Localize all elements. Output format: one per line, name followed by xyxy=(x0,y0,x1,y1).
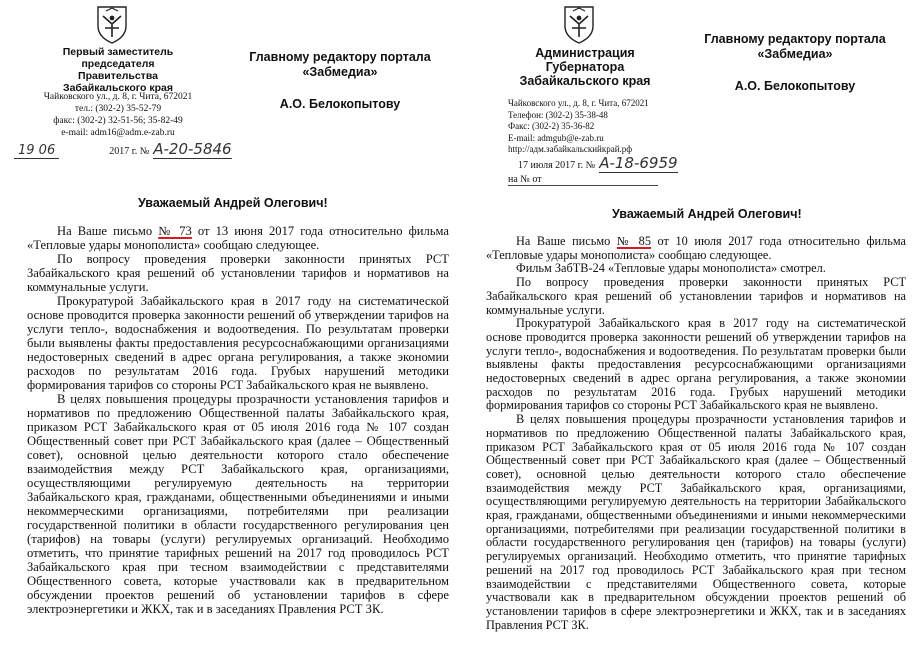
email: e-mail: adm16@adm.e-zab.ru xyxy=(61,128,175,138)
number-handwritten: А-18-6959 xyxy=(599,154,678,172)
website: http://адм.забайкальскийкрай.рф xyxy=(508,144,633,154)
recipient-line: Главному редактору портала xyxy=(249,50,431,64)
paragraph: Фильм ЗабТВ-24 «Тепловые удары монополиста» смотрел. xyxy=(516,261,826,276)
coat-of-arms-icon xyxy=(95,4,129,44)
greeting: Уважаемый Андрей Олегович! xyxy=(138,196,328,210)
recipient-line: «Забмедиа» xyxy=(757,47,833,61)
recipient-line: «Забмедиа» xyxy=(302,65,378,79)
date-label: 17 июля 2017 г. № xyxy=(518,160,596,171)
date-handwritten: 19 06 xyxy=(14,143,59,159)
contact-block xyxy=(38,91,198,139)
paragraph: Прокуратурой Забайкальского края в 2017 году на систематической основе проводится проверка законности решений об утверждении тарифов на услуги тепло-, водоснабжения и водоотведения. По результатам проверки были выявлены факты предоставления ресурсоснабжающими организациями недостоверных сведений в адрес органа регулирования, а также экономии расходов по результатам 2016 года. Грубых нарушений методики формирования тарифов со стороны РСТ Забайкальского края не выявлено. xyxy=(27,294,449,392)
phone: Телефон: (302-2) 35-38-48 xyxy=(508,109,608,120)
address: Чайковского ул., д. 8, г. Чита, 672021 xyxy=(43,92,193,102)
recipient-block xyxy=(240,50,440,112)
paragraph: По вопросу проведения проверки законности принятых РСТ Забайкальского края решений об установлении тарифов и нормативов на коммунальные услуги. xyxy=(486,275,906,317)
fax: Факс: (302-2) 35-36-82 xyxy=(508,121,595,131)
paragraph: На Ваше письмо № 73 от 13 июня 2017 года относительно фильма «Тепловые удары монополиста» сообщаю следующее. xyxy=(27,224,449,252)
sender-block xyxy=(48,46,188,94)
sender-line: председателя Правительства xyxy=(78,58,158,82)
paragraph: По вопросу проведения проверки законности принятых РСТ Забайкальского края решений об установлении тарифов и нормативов на коммунальные услуги. xyxy=(27,252,449,294)
paragraph: В целях повышения процедуры прозрачности установления тарифов и нормативов по предложению Общественной палаты Забайкальского края, приказом РСТ Забайкальского края от 05 июля 2016 года № 107 создан Общественный совет при РСТ Забайкальского края (далее – Общественный совет), основной целью деятельности которого стало обеспечение взаимодействия между РСТ Забайкальского края, организациями, осуществляющими регулируемую деятельность на территории Забайкальского края, гражданами, общественными объединениями и иными некоммерческими организациями, потребителями при реализации государственной политики в области государственного регулирования цен (тарифов) на товары (услуги) регулируемых организаций. Необходимо отметить, что принятие тарифных решений на 2017 год проводилось РСТ Забайкальского края при тесном взаимодействии с представителями Общественного совета, которые участвовали как в предварительном обсуждении проектов решений об установлении тарифов в сфере электроэнергетики и ЖКХ, так и в заседаниях Правления РСТ ЗК. xyxy=(486,412,906,632)
greeting: Уважаемый Андрей Олегович! xyxy=(612,207,802,221)
address: Чайковского ул., д. 8, г. Чита, 672021 xyxy=(508,98,649,108)
date-line xyxy=(518,154,678,173)
sender-line: Забайкальского края xyxy=(63,82,173,94)
sender-block xyxy=(510,46,660,88)
number-handwritten: А-20-5846 xyxy=(153,140,232,158)
paragraph: На Ваше письмо № 85 от 10 июля 2017 года относительно фильма «Тепловые удары монополиста» сообщаю следующее. xyxy=(486,234,906,262)
sender-line: Администрация xyxy=(535,46,635,60)
date-line xyxy=(14,140,232,159)
letter-number-highlight: № 73 xyxy=(158,224,192,238)
coat-of-arms-icon xyxy=(562,4,596,44)
sender-line: Забайкальского края xyxy=(519,74,651,88)
contact-block xyxy=(508,98,668,156)
year-label: 2017 г. № xyxy=(109,146,150,157)
email: E-mail: admgub@e-zab.ru xyxy=(508,132,604,143)
reference-line: на № от xyxy=(508,174,658,186)
letter-number-highlight: № 85 xyxy=(616,234,651,248)
sender-line: Губернатора xyxy=(545,60,625,74)
paragraph: В целях повышения процедуры прозрачности установления тарифов и нормативов по предложению Общественной палаты Забайкальского края, приказом РСТ Забайкальского края от 05 июля 2016 года № 107 создан Общественный совет при РСТ Забайкальского края (далее – Общественный совет), основной целью деятельности которого стало обеспечение взаимодействия между РСТ Забайкальского края, организациями, осуществляющими регулируемую деятельность на территории Забайкальского края, гражданами, общественными объединениями и иными некоммерческими организациями, потребителями при реализации государственной политики в области государственного регулирования цен (тарифов) на товары (услуги) регулируемых организаций. Необходимо отметить, что принятие тарифных решений на 2017 год проводилось РСТ Забайкальского края при тесном взаимодействии с представителями Общественного совета, которые участвовали как в предварительном обсуждении проектов решений об установлении тарифов в сфере электроэнергетики и ЖКХ, так и в заседаниях Правления РСТ ЗК. xyxy=(27,392,449,616)
letter-body xyxy=(27,224,449,616)
paragraph: Прокуратурой Забайкальского края в 2017 году на систематической основе проводится проверка законности решений об утверждении тарифов на услуги тепло-, водоснабжения и водоотведения. По результатам проверки были выявлены факты предоставления ресурсоснабжающими организациями недостоверных сведений в адрес органа регулирования, а также экономии расходов по результатам 2016 года. Грубых нарушений методики формирования тарифов со стороны РСТ Забайкальского края не выявлено. xyxy=(486,316,906,413)
recipient-line: Главному редактору портала xyxy=(704,32,886,46)
letter-right xyxy=(470,0,920,650)
recipient-name: А.О. Белокопытову xyxy=(734,79,856,93)
recipient-block xyxy=(690,32,900,94)
sender-line: Первый заместитель xyxy=(62,46,174,58)
fax: факс: (302-2) 32-51-56; 35-82-49 xyxy=(53,116,183,126)
recipient-name: А.О. Белокопытову xyxy=(279,97,401,111)
letter-body xyxy=(486,235,906,632)
phone: тел.: (302-2) 35-52-79 xyxy=(74,104,162,114)
